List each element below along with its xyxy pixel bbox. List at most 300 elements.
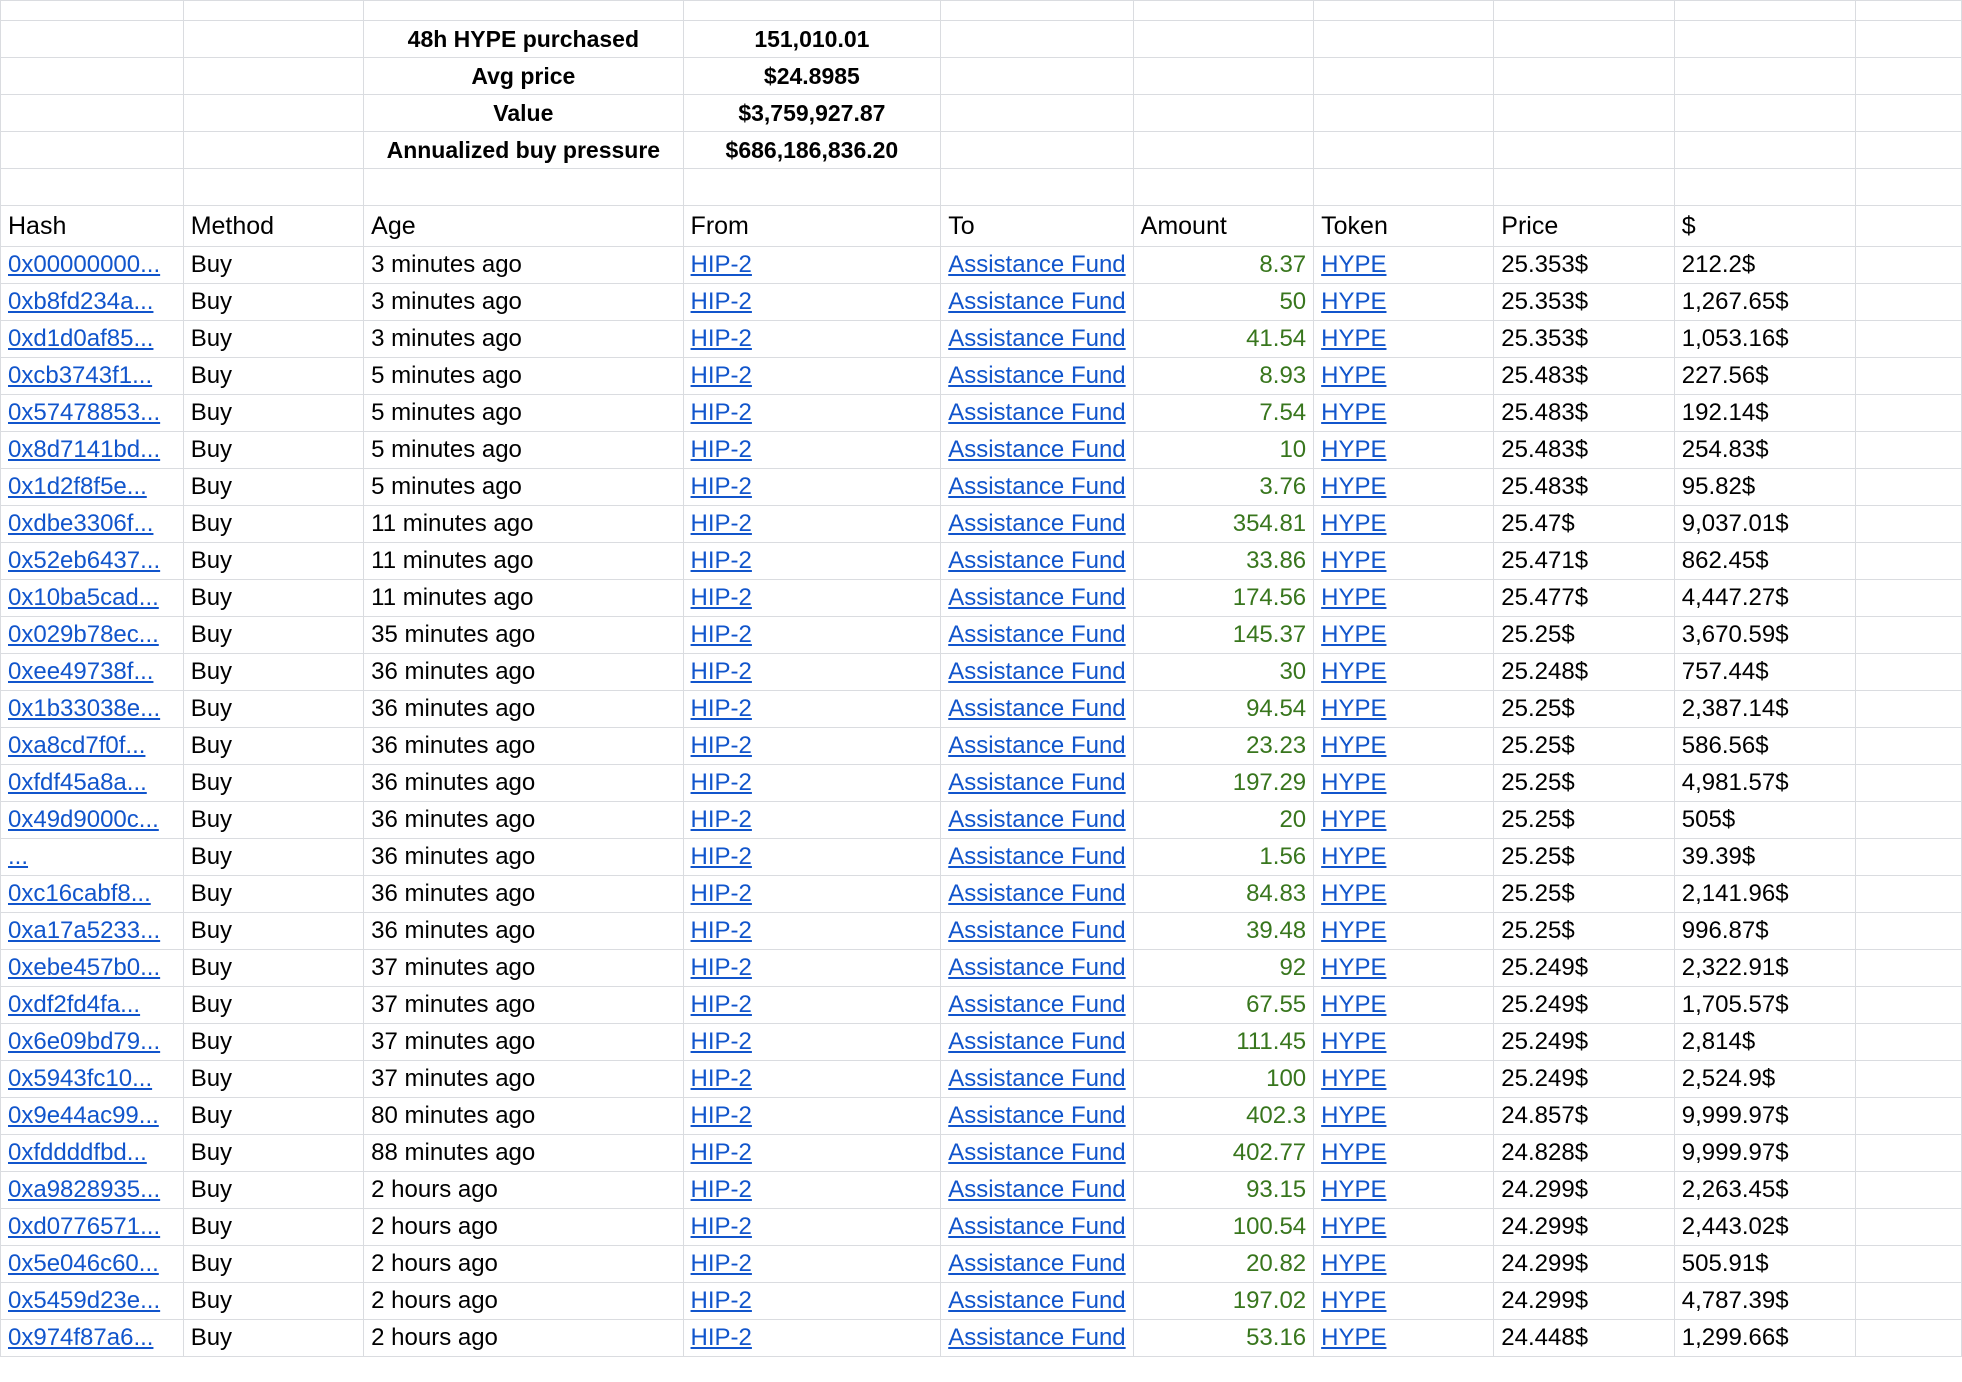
price-cell[interactable]: 25.483$ — [1494, 469, 1675, 506]
usd-cell[interactable]: 9,037.01$ — [1674, 506, 1855, 543]
from-link[interactable]: HIP-2 — [683, 913, 941, 950]
cell[interactable] — [941, 169, 1133, 206]
to-link[interactable]: Assistance Fund — [941, 1061, 1133, 1098]
price-cell[interactable]: 25.249$ — [1494, 950, 1675, 987]
from-link[interactable]: HIP-2 — [683, 1246, 941, 1283]
to-link[interactable]: Assistance Fund — [941, 469, 1133, 506]
to-link[interactable]: Assistance Fund — [941, 802, 1133, 839]
hash-link[interactable]: 0x6e09bd79... — [1, 1024, 184, 1061]
cell[interactable] — [1314, 169, 1494, 206]
token-link[interactable]: HYPE — [1314, 913, 1494, 950]
cell[interactable] — [1855, 432, 1961, 469]
usd-cell[interactable]: 9,999.97$ — [1674, 1098, 1855, 1135]
token-link[interactable]: HYPE — [1314, 802, 1494, 839]
from-link[interactable]: HIP-2 — [683, 617, 941, 654]
token-link[interactable]: HYPE — [1314, 728, 1494, 765]
to-link[interactable]: Assistance Fund — [941, 876, 1133, 913]
method-cell[interactable]: Buy — [183, 395, 363, 432]
hash-link[interactable]: 0x974f87a6... — [1, 1320, 184, 1357]
from-link[interactable]: HIP-2 — [683, 802, 941, 839]
usd-cell[interactable]: 95.82$ — [1674, 469, 1855, 506]
method-cell[interactable]: Buy — [183, 1209, 363, 1246]
hash-link[interactable]: 0x49d9000c... — [1, 802, 184, 839]
cell[interactable] — [1314, 21, 1494, 58]
method-cell[interactable]: Buy — [183, 987, 363, 1024]
column-header-usd[interactable]: $ — [1674, 206, 1855, 247]
method-cell[interactable]: Buy — [183, 580, 363, 617]
from-link[interactable]: HIP-2 — [683, 1209, 941, 1246]
age-cell[interactable]: 11 minutes ago — [364, 543, 683, 580]
amount-cell[interactable]: 10 — [1133, 432, 1314, 469]
to-link[interactable]: Assistance Fund — [941, 321, 1133, 358]
cell[interactable] — [1133, 169, 1314, 206]
amount-cell[interactable]: 354.81 — [1133, 506, 1314, 543]
summary-label[interactable]: 48h HYPE purchased — [364, 21, 683, 58]
usd-cell[interactable]: 2,814$ — [1674, 1024, 1855, 1061]
cell[interactable] — [1855, 580, 1961, 617]
cell[interactable] — [1855, 1283, 1961, 1320]
token-link[interactable]: HYPE — [1314, 1098, 1494, 1135]
from-link[interactable]: HIP-2 — [683, 654, 941, 691]
cell[interactable] — [941, 58, 1133, 95]
token-link[interactable]: HYPE — [1314, 617, 1494, 654]
cell[interactable] — [1133, 58, 1314, 95]
token-link[interactable]: HYPE — [1314, 1246, 1494, 1283]
amount-cell[interactable]: 402.3 — [1133, 1098, 1314, 1135]
cell[interactable] — [1855, 206, 1961, 247]
price-cell[interactable]: 24.857$ — [1494, 1098, 1675, 1135]
price-cell[interactable]: 24.299$ — [1494, 1209, 1675, 1246]
method-cell[interactable]: Buy — [183, 728, 363, 765]
cell[interactable] — [1, 21, 184, 58]
price-cell[interactable]: 25.25$ — [1494, 691, 1675, 728]
amount-cell[interactable]: 174.56 — [1133, 580, 1314, 617]
cell[interactable] — [941, 21, 1133, 58]
cell[interactable] — [1855, 765, 1961, 802]
usd-cell[interactable]: 3,670.59$ — [1674, 617, 1855, 654]
cell[interactable] — [1855, 617, 1961, 654]
cell[interactable] — [1855, 654, 1961, 691]
usd-cell[interactable]: 4,447.27$ — [1674, 580, 1855, 617]
age-cell[interactable]: 5 minutes ago — [364, 469, 683, 506]
to-link[interactable]: Assistance Fund — [941, 543, 1133, 580]
age-cell[interactable]: 36 minutes ago — [364, 728, 683, 765]
to-link[interactable]: Assistance Fund — [941, 654, 1133, 691]
method-cell[interactable]: Buy — [183, 284, 363, 321]
age-cell[interactable]: 36 minutes ago — [364, 765, 683, 802]
cell[interactable] — [1855, 321, 1961, 358]
price-cell[interactable]: 25.353$ — [1494, 284, 1675, 321]
hash-link[interactable]: 0x52eb6437... — [1, 543, 184, 580]
usd-cell[interactable]: 227.56$ — [1674, 358, 1855, 395]
token-link[interactable]: HYPE — [1314, 691, 1494, 728]
hash-link[interactable]: 0x57478853... — [1, 395, 184, 432]
to-link[interactable]: Assistance Fund — [941, 913, 1133, 950]
price-cell[interactable]: 25.471$ — [1494, 543, 1675, 580]
cell[interactable] — [1855, 543, 1961, 580]
hash-link[interactable]: 0xdf2fd4fa... — [1, 987, 184, 1024]
cell[interactable] — [1, 58, 184, 95]
from-link[interactable]: HIP-2 — [683, 1098, 941, 1135]
summary-value[interactable]: $686,186,836.20 — [683, 132, 941, 169]
usd-cell[interactable]: 2,322.91$ — [1674, 950, 1855, 987]
age-cell[interactable]: 5 minutes ago — [364, 395, 683, 432]
token-link[interactable]: HYPE — [1314, 839, 1494, 876]
amount-cell[interactable]: 50 — [1133, 284, 1314, 321]
from-link[interactable]: HIP-2 — [683, 321, 941, 358]
column-header-method[interactable]: Method — [183, 206, 363, 247]
cell[interactable] — [1674, 95, 1855, 132]
from-link[interactable]: HIP-2 — [683, 395, 941, 432]
token-link[interactable]: HYPE — [1314, 1320, 1494, 1357]
age-cell[interactable]: 11 minutes ago — [364, 580, 683, 617]
hash-link[interactable]: 0xfdf45a8a... — [1, 765, 184, 802]
cell[interactable] — [364, 1, 683, 21]
amount-cell[interactable]: 197.02 — [1133, 1283, 1314, 1320]
age-cell[interactable]: 37 minutes ago — [364, 1061, 683, 1098]
from-link[interactable]: HIP-2 — [683, 1061, 941, 1098]
usd-cell[interactable]: 505$ — [1674, 802, 1855, 839]
age-cell[interactable]: 2 hours ago — [364, 1320, 683, 1357]
to-link[interactable]: Assistance Fund — [941, 987, 1133, 1024]
age-cell[interactable]: 2 hours ago — [364, 1246, 683, 1283]
price-cell[interactable]: 25.249$ — [1494, 1061, 1675, 1098]
amount-cell[interactable]: 92 — [1133, 950, 1314, 987]
to-link[interactable]: Assistance Fund — [941, 1320, 1133, 1357]
amount-cell[interactable]: 94.54 — [1133, 691, 1314, 728]
from-link[interactable]: HIP-2 — [683, 1135, 941, 1172]
token-link[interactable]: HYPE — [1314, 469, 1494, 506]
from-link[interactable]: HIP-2 — [683, 987, 941, 1024]
token-link[interactable]: HYPE — [1314, 247, 1494, 284]
price-cell[interactable]: 25.353$ — [1494, 321, 1675, 358]
cell[interactable] — [1674, 169, 1855, 206]
price-cell[interactable]: 25.47$ — [1494, 506, 1675, 543]
cell[interactable] — [1855, 1135, 1961, 1172]
column-header-from[interactable]: From — [683, 206, 941, 247]
cell[interactable] — [1494, 58, 1675, 95]
method-cell[interactable]: Buy — [183, 358, 363, 395]
token-link[interactable]: HYPE — [1314, 358, 1494, 395]
usd-cell[interactable]: 1,267.65$ — [1674, 284, 1855, 321]
token-link[interactable]: HYPE — [1314, 1024, 1494, 1061]
to-link[interactable]: Assistance Fund — [941, 358, 1133, 395]
method-cell[interactable]: Buy — [183, 321, 363, 358]
cell[interactable] — [1494, 132, 1675, 169]
amount-cell[interactable]: 84.83 — [1133, 876, 1314, 913]
cell[interactable] — [1855, 284, 1961, 321]
cell[interactable] — [1855, 876, 1961, 913]
to-link[interactable]: Assistance Fund — [941, 395, 1133, 432]
cell[interactable] — [1674, 58, 1855, 95]
cell[interactable] — [1855, 1209, 1961, 1246]
hash-link[interactable]: 0xfddddfbd... — [1, 1135, 184, 1172]
price-cell[interactable]: 25.248$ — [1494, 654, 1675, 691]
hash-link[interactable]: 0xb8fd234a... — [1, 284, 184, 321]
age-cell[interactable]: 37 minutes ago — [364, 950, 683, 987]
to-link[interactable]: Assistance Fund — [941, 506, 1133, 543]
column-header-hash[interactable]: Hash — [1, 206, 184, 247]
cell[interactable] — [1855, 395, 1961, 432]
hash-link[interactable]: 0xebe457b0... — [1, 950, 184, 987]
column-header-age[interactable]: Age — [364, 206, 683, 247]
method-cell[interactable]: Buy — [183, 839, 363, 876]
cell[interactable] — [1855, 58, 1961, 95]
token-link[interactable]: HYPE — [1314, 1061, 1494, 1098]
hash-link[interactable]: 0xa8cd7f0f... — [1, 728, 184, 765]
age-cell[interactable]: 3 minutes ago — [364, 321, 683, 358]
cell[interactable] — [1314, 132, 1494, 169]
from-link[interactable]: HIP-2 — [683, 247, 941, 284]
from-link[interactable]: HIP-2 — [683, 432, 941, 469]
token-link[interactable]: HYPE — [1314, 395, 1494, 432]
to-link[interactable]: Assistance Fund — [941, 284, 1133, 321]
to-link[interactable]: Assistance Fund — [941, 1172, 1133, 1209]
age-cell[interactable]: 35 minutes ago — [364, 617, 683, 654]
column-header-amount[interactable]: Amount — [1133, 206, 1314, 247]
usd-cell[interactable]: 254.83$ — [1674, 432, 1855, 469]
amount-cell[interactable]: 41.54 — [1133, 321, 1314, 358]
from-link[interactable]: HIP-2 — [683, 876, 941, 913]
cell[interactable] — [1855, 358, 1961, 395]
to-link[interactable]: Assistance Fund — [941, 1283, 1133, 1320]
hash-link[interactable]: 0x10ba5cad... — [1, 580, 184, 617]
summary-label[interactable]: Annualized buy pressure — [364, 132, 683, 169]
to-link[interactable]: Assistance Fund — [941, 432, 1133, 469]
cell[interactable] — [1855, 1098, 1961, 1135]
token-link[interactable]: HYPE — [1314, 1283, 1494, 1320]
amount-cell[interactable]: 8.93 — [1133, 358, 1314, 395]
from-link[interactable]: HIP-2 — [683, 728, 941, 765]
cell[interactable] — [941, 132, 1133, 169]
cell[interactable] — [1855, 132, 1961, 169]
hash-link[interactable]: 0xa9828935... — [1, 1172, 184, 1209]
method-cell[interactable]: Buy — [183, 913, 363, 950]
cell[interactable] — [1, 132, 184, 169]
cell[interactable] — [1855, 950, 1961, 987]
to-link[interactable]: Assistance Fund — [941, 580, 1133, 617]
summary-value[interactable]: $3,759,927.87 — [683, 95, 941, 132]
price-cell[interactable]: 25.483$ — [1494, 432, 1675, 469]
cell[interactable] — [1855, 913, 1961, 950]
cell[interactable] — [1855, 1246, 1961, 1283]
cell[interactable] — [1855, 691, 1961, 728]
token-link[interactable]: HYPE — [1314, 876, 1494, 913]
cell[interactable] — [1133, 1, 1314, 21]
usd-cell[interactable]: 2,141.96$ — [1674, 876, 1855, 913]
price-cell[interactable]: 25.25$ — [1494, 802, 1675, 839]
token-link[interactable]: HYPE — [1314, 1209, 1494, 1246]
hash-link[interactable]: 0xcb3743f1... — [1, 358, 184, 395]
price-cell[interactable]: 25.25$ — [1494, 617, 1675, 654]
amount-cell[interactable]: 8.37 — [1133, 247, 1314, 284]
amount-cell[interactable]: 20 — [1133, 802, 1314, 839]
from-link[interactable]: HIP-2 — [683, 506, 941, 543]
cell[interactable] — [1133, 21, 1314, 58]
cell[interactable] — [941, 95, 1133, 132]
amount-cell[interactable]: 30 — [1133, 654, 1314, 691]
price-cell[interactable]: 25.353$ — [1494, 247, 1675, 284]
age-cell[interactable]: 3 minutes ago — [364, 247, 683, 284]
hash-link[interactable]: 0xee49738f... — [1, 654, 184, 691]
cell[interactable] — [683, 169, 941, 206]
usd-cell[interactable]: 2,524.9$ — [1674, 1061, 1855, 1098]
amount-cell[interactable]: 100.54 — [1133, 1209, 1314, 1246]
token-link[interactable]: HYPE — [1314, 284, 1494, 321]
hash-link[interactable]: 0x00000000... — [1, 247, 184, 284]
summary-label[interactable]: Avg price — [364, 58, 683, 95]
cell[interactable] — [1855, 169, 1961, 206]
hash-link[interactable]: 0xdbe3306f... — [1, 506, 184, 543]
price-cell[interactable]: 25.483$ — [1494, 358, 1675, 395]
from-link[interactable]: HIP-2 — [683, 358, 941, 395]
price-cell[interactable]: 24.299$ — [1494, 1283, 1675, 1320]
price-cell[interactable]: 25.25$ — [1494, 913, 1675, 950]
hash-link[interactable]: 0xc16cabf8... — [1, 876, 184, 913]
age-cell[interactable]: 36 minutes ago — [364, 876, 683, 913]
from-link[interactable]: HIP-2 — [683, 691, 941, 728]
cell[interactable] — [183, 169, 363, 206]
from-link[interactable]: HIP-2 — [683, 839, 941, 876]
token-link[interactable]: HYPE — [1314, 543, 1494, 580]
to-link[interactable]: Assistance Fund — [941, 765, 1133, 802]
summary-value[interactable]: 151,010.01 — [683, 21, 941, 58]
cell[interactable] — [183, 1, 363, 21]
age-cell[interactable]: 2 hours ago — [364, 1209, 683, 1246]
cell[interactable] — [1314, 95, 1494, 132]
to-link[interactable]: Assistance Fund — [941, 617, 1133, 654]
amount-cell[interactable]: 197.29 — [1133, 765, 1314, 802]
age-cell[interactable]: 37 minutes ago — [364, 1024, 683, 1061]
cell[interactable] — [1, 169, 184, 206]
summary-value[interactable]: $24.8985 — [683, 58, 941, 95]
to-link[interactable]: Assistance Fund — [941, 1024, 1133, 1061]
to-link[interactable]: Assistance Fund — [941, 1209, 1133, 1246]
price-cell[interactable]: 25.483$ — [1494, 395, 1675, 432]
cell[interactable] — [1855, 95, 1961, 132]
from-link[interactable]: HIP-2 — [683, 950, 941, 987]
column-header-price[interactable]: Price — [1494, 206, 1675, 247]
method-cell[interactable]: Buy — [183, 1061, 363, 1098]
usd-cell[interactable]: 1,053.16$ — [1674, 321, 1855, 358]
hash-link[interactable]: 0x029b78ec... — [1, 617, 184, 654]
usd-cell[interactable]: 996.87$ — [1674, 913, 1855, 950]
cell[interactable] — [1855, 728, 1961, 765]
age-cell[interactable]: 36 minutes ago — [364, 839, 683, 876]
amount-cell[interactable]: 111.45 — [1133, 1024, 1314, 1061]
cell[interactable] — [1314, 58, 1494, 95]
usd-cell[interactable]: 212.2$ — [1674, 247, 1855, 284]
cell[interactable] — [1855, 506, 1961, 543]
from-link[interactable]: HIP-2 — [683, 580, 941, 617]
usd-cell[interactable]: 4,981.57$ — [1674, 765, 1855, 802]
hash-link[interactable]: 0x5e046c60... — [1, 1246, 184, 1283]
age-cell[interactable]: 3 minutes ago — [364, 284, 683, 321]
hash-link[interactable]: 0xa17a5233... — [1, 913, 184, 950]
cell[interactable] — [183, 132, 363, 169]
method-cell[interactable]: Buy — [183, 469, 363, 506]
cell[interactable] — [1494, 1, 1675, 21]
cell[interactable] — [1855, 469, 1961, 506]
from-link[interactable]: HIP-2 — [683, 1283, 941, 1320]
to-link[interactable]: Assistance Fund — [941, 950, 1133, 987]
price-cell[interactable]: 24.448$ — [1494, 1320, 1675, 1357]
to-link[interactable]: Assistance Fund — [941, 1135, 1133, 1172]
to-link[interactable]: Assistance Fund — [941, 1246, 1133, 1283]
from-link[interactable]: HIP-2 — [683, 1320, 941, 1357]
cell[interactable] — [1314, 1, 1494, 21]
column-header-token[interactable]: Token — [1314, 206, 1494, 247]
cell[interactable] — [1855, 1024, 1961, 1061]
price-cell[interactable]: 24.299$ — [1494, 1172, 1675, 1209]
usd-cell[interactable]: 862.45$ — [1674, 543, 1855, 580]
usd-cell[interactable]: 39.39$ — [1674, 839, 1855, 876]
cell[interactable] — [1494, 21, 1675, 58]
hash-link[interactable]: 0xd1d0af85... — [1, 321, 184, 358]
price-cell[interactable]: 25.25$ — [1494, 728, 1675, 765]
method-cell[interactable]: Buy — [183, 1172, 363, 1209]
token-link[interactable]: HYPE — [1314, 1172, 1494, 1209]
method-cell[interactable]: Buy — [183, 765, 363, 802]
hash-link[interactable]: ... — [1, 839, 184, 876]
cell[interactable] — [1855, 1320, 1961, 1357]
age-cell[interactable]: 36 minutes ago — [364, 913, 683, 950]
usd-cell[interactable]: 9,999.97$ — [1674, 1135, 1855, 1172]
to-link[interactable]: Assistance Fund — [941, 1098, 1133, 1135]
token-link[interactable]: HYPE — [1314, 654, 1494, 691]
method-cell[interactable]: Buy — [183, 876, 363, 913]
method-cell[interactable]: Buy — [183, 1135, 363, 1172]
usd-cell[interactable]: 4,787.39$ — [1674, 1283, 1855, 1320]
to-link[interactable]: Assistance Fund — [941, 691, 1133, 728]
method-cell[interactable]: Buy — [183, 543, 363, 580]
method-cell[interactable]: Buy — [183, 802, 363, 839]
amount-cell[interactable]: 402.77 — [1133, 1135, 1314, 1172]
cell[interactable] — [941, 1, 1133, 21]
cell[interactable] — [1133, 132, 1314, 169]
age-cell[interactable]: 36 minutes ago — [364, 654, 683, 691]
price-cell[interactable]: 25.249$ — [1494, 1024, 1675, 1061]
hash-link[interactable]: 0x8d7141bd... — [1, 432, 184, 469]
amount-cell[interactable]: 53.16 — [1133, 1320, 1314, 1357]
method-cell[interactable]: Buy — [183, 247, 363, 284]
cell[interactable] — [1674, 1, 1855, 21]
cell[interactable] — [1855, 247, 1961, 284]
from-link[interactable]: HIP-2 — [683, 765, 941, 802]
method-cell[interactable]: Buy — [183, 1246, 363, 1283]
usd-cell[interactable]: 757.44$ — [1674, 654, 1855, 691]
cell[interactable] — [183, 21, 363, 58]
from-link[interactable]: HIP-2 — [683, 469, 941, 506]
price-cell[interactable]: 25.477$ — [1494, 580, 1675, 617]
cell[interactable] — [183, 95, 363, 132]
price-cell[interactable]: 25.249$ — [1494, 987, 1675, 1024]
method-cell[interactable]: Buy — [183, 950, 363, 987]
hash-link[interactable]: 0x5459d23e... — [1, 1283, 184, 1320]
cell[interactable] — [1855, 839, 1961, 876]
method-cell[interactable]: Buy — [183, 691, 363, 728]
cell[interactable] — [1494, 169, 1675, 206]
token-link[interactable]: HYPE — [1314, 987, 1494, 1024]
usd-cell[interactable]: 192.14$ — [1674, 395, 1855, 432]
cell[interactable] — [1855, 1061, 1961, 1098]
to-link[interactable]: Assistance Fund — [941, 839, 1133, 876]
column-header-to[interactable]: To — [941, 206, 1133, 247]
amount-cell[interactable]: 67.55 — [1133, 987, 1314, 1024]
token-link[interactable]: HYPE — [1314, 580, 1494, 617]
price-cell[interactable]: 25.25$ — [1494, 839, 1675, 876]
cell[interactable] — [1, 1, 184, 21]
